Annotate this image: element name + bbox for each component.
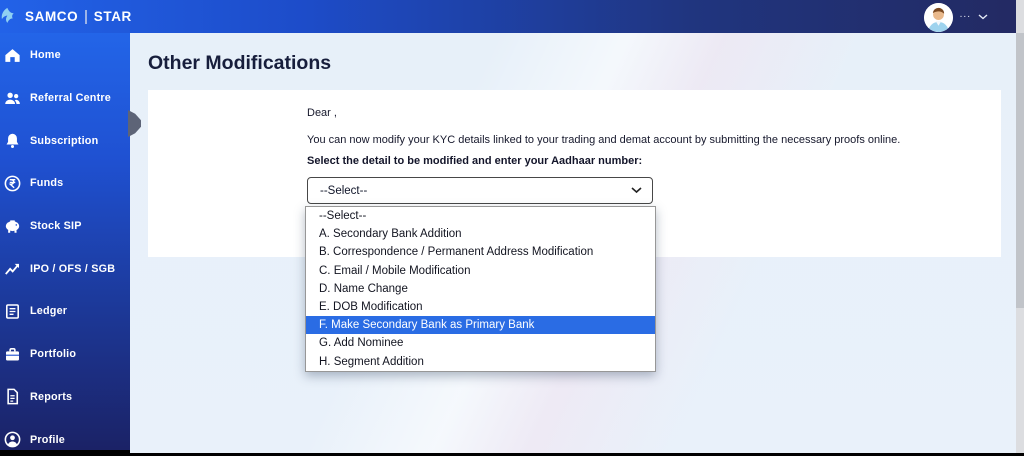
page-title: Other Modifications: [148, 52, 332, 74]
dropdown-option[interactable]: C. Email / Mobile Modification: [319, 264, 471, 277]
dropdown-option[interactable]: D. Name Change: [319, 282, 408, 295]
sidebar-item-label: Reports: [30, 390, 73, 403]
sidebar-item-ipo-ofs-sgb[interactable]: [0, 247, 130, 290]
dropdown-option[interactable]: H. Segment Addition: [319, 355, 424, 368]
brand-name-left: SAMCO: [25, 9, 79, 24]
select-current-value: --Select--: [320, 184, 368, 197]
sidebar-item-referral-centre[interactable]: [0, 77, 130, 120]
sidebar-item-label: Portfolio: [30, 348, 77, 361]
select-chevron-down-icon: [631, 187, 642, 194]
kyc-description-text: You can now modify your KYC details linked to your trading and demat account by submitting the necessary proofs online.: [307, 134, 901, 146]
chevron-down-icon[interactable]: [978, 14, 988, 20]
top-bar: [0, 0, 1016, 33]
sidebar-item-home[interactable]: [0, 34, 130, 77]
sidebar-item-funds[interactable]: [0, 162, 130, 205]
sidebar-item-label: Funds: [30, 177, 64, 190]
sidebar-item-label: Profile: [30, 433, 65, 446]
brand-logo[interactable]: [0, 6, 132, 28]
sidebar-item-portfolio[interactable]: [0, 333, 130, 376]
greeting-text: Dear ,: [307, 107, 337, 119]
sidebar-item-label: Subscription: [30, 134, 99, 147]
main-content: [130, 33, 1016, 453]
brand-separator: [85, 10, 87, 24]
modification-dropdown-list: [305, 206, 656, 372]
dropdown-option[interactable]: G. Add Nominee: [319, 337, 404, 350]
brand-bird-icon: [0, 6, 19, 28]
sidebar-nav: [0, 33, 130, 450]
sidebar-item-profile[interactable]: [0, 418, 130, 453]
dropdown-option[interactable]: E. DOB Modification: [319, 301, 423, 314]
user-ellipsis: ...: [959, 9, 971, 20]
bell-icon: [3, 131, 22, 150]
scrollbar-thumb[interactable]: [1016, 33, 1024, 308]
user-menu[interactable]: [924, 0, 988, 33]
avatar[interactable]: [924, 3, 953, 32]
rupee-icon: [3, 174, 22, 193]
ledger-icon: [3, 302, 22, 321]
person-icon: [3, 430, 22, 449]
sidebar-item-label: Stock SIP: [30, 220, 82, 233]
chart-arrow-icon: [3, 259, 22, 278]
sidebar-item-stock-sip[interactable]: [0, 205, 130, 248]
people-icon: [3, 89, 22, 108]
vertical-scrollbar[interactable]: [1016, 0, 1024, 453]
sidebar-item-label: Home: [30, 49, 61, 62]
dropdown-option[interactable]: --Select--: [319, 210, 367, 223]
home-icon: [3, 46, 22, 65]
modification-select[interactable]: [307, 177, 653, 204]
sidebar-item-label: Ledger: [30, 305, 68, 318]
sidebar-item-ledger[interactable]: [0, 290, 130, 333]
sidebar-item-label: Referral Centre: [30, 92, 112, 105]
report-icon: [3, 387, 22, 406]
dropdown-option[interactable]: B. Correspondence / Permanent Address Modification: [319, 246, 594, 259]
piggy-bank-icon: [3, 217, 22, 236]
brand-name-right: STAR: [93, 9, 132, 24]
briefcase-icon: [3, 345, 22, 364]
dropdown-option[interactable]: F. Make Secondary Bank as Primary Bank: [306, 316, 655, 334]
dropdown-option[interactable]: A. Secondary Bank Addition: [319, 228, 462, 241]
sidebar-item-label: IPO / OFS / SGB: [30, 262, 116, 275]
sidebar-item-reports[interactable]: [0, 376, 130, 419]
sidebar-item-subscription[interactable]: [0, 119, 130, 162]
select-field-label: Select the detail to be modified and enter your Aadhaar number:: [307, 155, 643, 167]
